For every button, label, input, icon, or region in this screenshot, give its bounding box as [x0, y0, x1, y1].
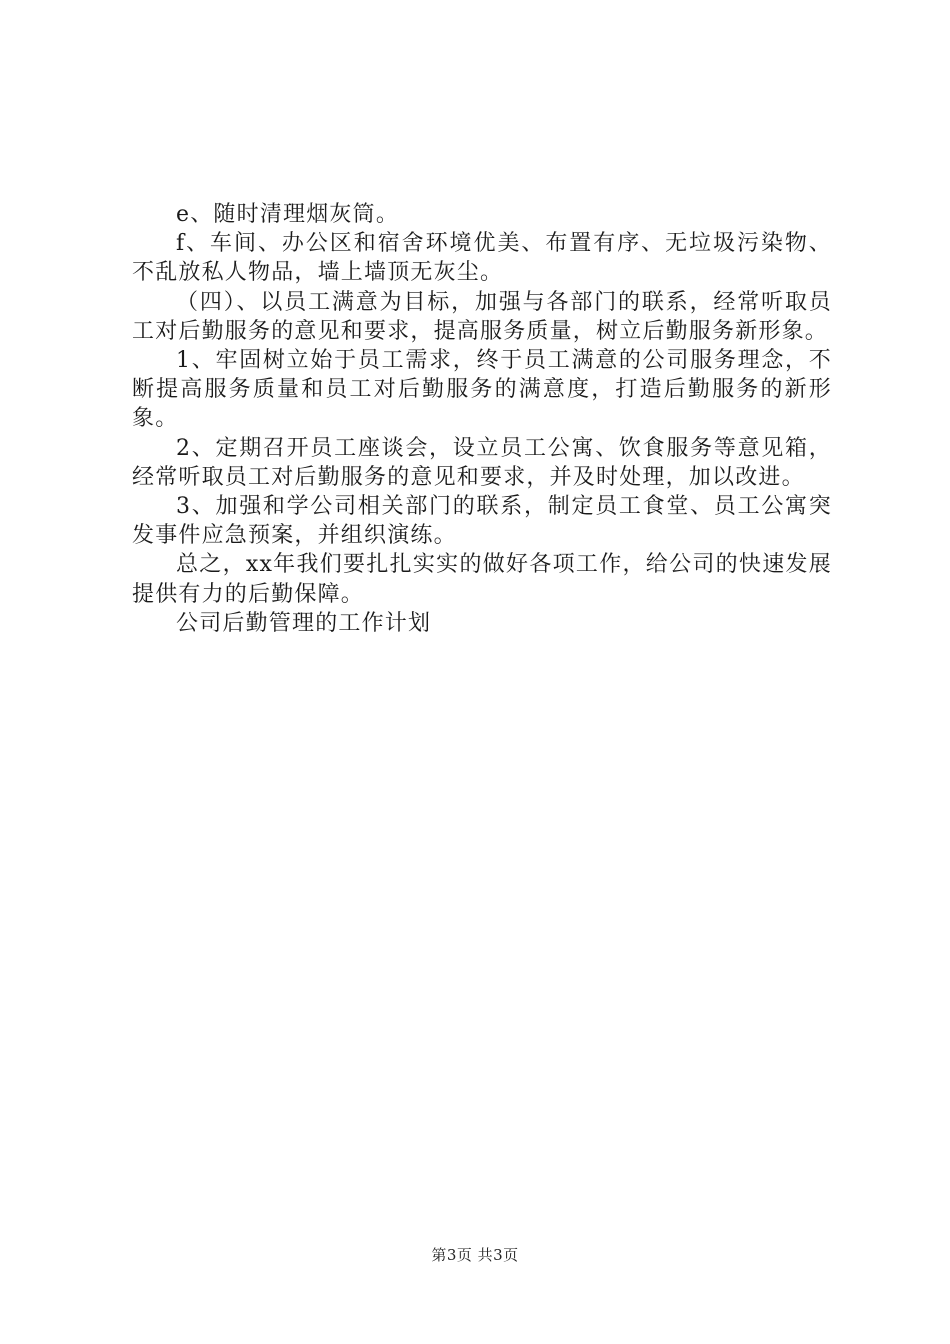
paragraph-section-four: （四）、以员工满意为目标，加强与各部门的联系，经常听取员工对后勤服务的意见和要求，提高服务质量，树立后勤服务新形象。 — [132, 289, 832, 344]
paragraph-point-2: 2、定期召开员工座谈会，设立员工公寓、饮食服务等意见箱，经常听取员工对后勤服务的意见和要求，并及时处理，加以改进。 — [132, 435, 832, 490]
page-footer — [0, 1244, 950, 1265]
paragraph-item-f: f、车间、办公区和宿舍环境优美、布置有序、无垃圾污染物、不乱放私人物品，墙上墙顶无灰尘。 — [132, 231, 832, 286]
document-body — [132, 200, 832, 638]
page-number: 第3页 共3页 — [431, 1246, 519, 1264]
paragraph-item-e: e、随时清理烟灰筒。 — [176, 202, 400, 227]
paragraph-point-1: 1、牢固树立始于员工需求，终于员工满意的公司服务理念，不断提高服务质量和员工对后勤服务的满意度，打造后勤服务的新形象。 — [132, 348, 832, 432]
paragraph-summary: 总之，xx年我们要扎扎实实的做好各项工作，给公司的快速发展提供有力的后勤保障。 — [132, 552, 832, 607]
paragraph-trailing-title: 公司后勤管理的工作计划 — [176, 610, 432, 636]
paragraph-point-3: 3、加强和学公司相关部门的联系，制定员工食堂、员工公寓突发事件应急预案，并组织演练。 — [132, 494, 832, 549]
